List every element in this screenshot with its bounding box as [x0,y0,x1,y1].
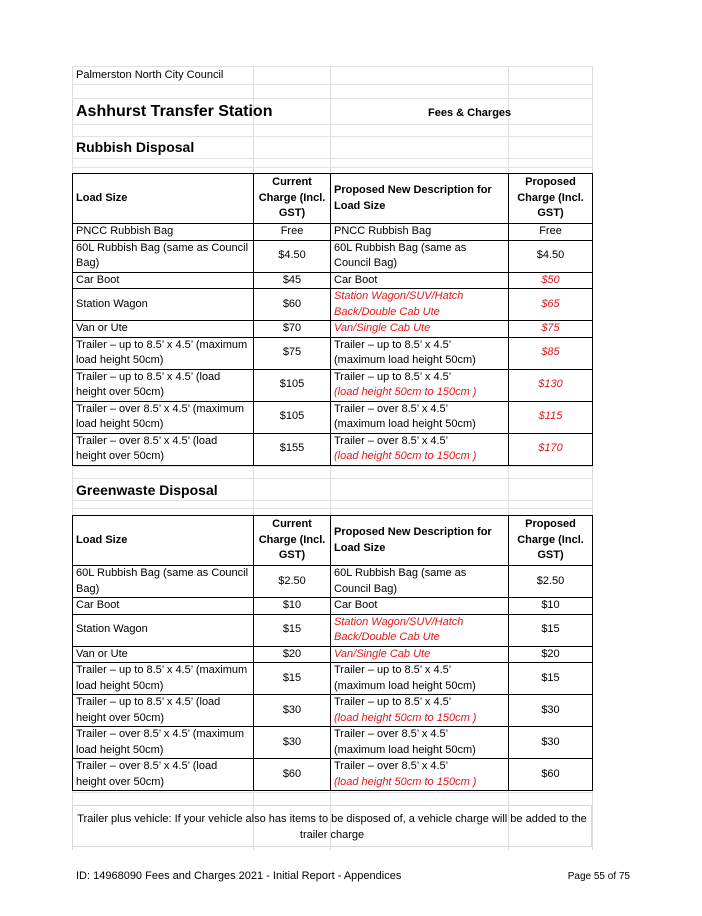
current-charge-cell: $105 [254,401,331,433]
proposed-description-cell [331,289,509,321]
footer-page-number: Page 55 of 75 [567,871,630,882]
table-row [73,272,593,289]
load-size-cell: 60L Rubbish Bag (same as Council Bag) [73,566,254,598]
proposed-charge-cell: $170 [509,433,593,465]
col-proposed-description: Proposed New Description for Load Size [331,516,509,566]
proposed-charge-cell: $4.50 [509,240,593,272]
table-row [73,598,593,615]
page-title: Ashhurst Transfer Station [76,103,273,120]
table-row [73,646,593,663]
proposed-charge-cell: $15 [509,614,593,646]
proposed-description-text: Trailer – over 8.5’ x 4.5’ [334,402,449,415]
load-size-cell: Trailer – up to 8.5’ x 4.5’ (load height over 50cm) [73,369,254,401]
proposed-description-detail: (load height 50cm to 150cm ) [334,711,477,724]
table-row [73,433,593,465]
current-charge-cell: $15 [254,614,331,646]
proposed-description-text: Trailer – up to 8.5’ x 4.5’ [334,338,452,351]
table-row [73,695,593,727]
proposed-charge-cell: $15 [509,663,593,695]
load-size-cell: Trailer – up to 8.5’ x 4.5’ (maximum load height 50cm) [73,663,254,695]
load-size-cell: Trailer – over 8.5’ x 4.5’ (maximum load height 50cm) [73,401,254,433]
load-size-cell: Trailer – up to 8.5’ x 4.5’ (maximum load height 50cm) [73,337,254,369]
proposed-description-cell [331,321,509,338]
proposed-description-cell [331,727,509,759]
proposed-description-cell [331,401,509,433]
proposed-description-text: Trailer – up to 8.5’ x 4.5’ [334,664,452,676]
current-charge-cell: $105 [254,369,331,401]
proposed-description-cell [331,337,509,369]
table-row [73,224,593,241]
proposed-description-text: Car Boot [334,273,378,286]
proposed-charge-cell: $10 [509,598,593,615]
current-charge-cell: $2.50 [254,566,331,598]
proposed-description-detail: (load height 50cm to 150cm ) [334,450,477,462]
proposed-description-cell [331,566,509,598]
current-charge-cell: $60 [254,289,331,321]
load-size-cell: Van or Ute [73,646,254,663]
col-current-charge: Current Charge (Incl. GST) [254,174,331,224]
load-size-cell: Trailer – over 8.5’ x 4.5’ (load height over 50cm) [73,759,254,791]
load-size-cell: PNCC Rubbish Bag [73,224,254,241]
proposed-description-detail: (maximum load height 50cm) [334,743,476,756]
trailer-note: Trailer plus vehicle: If your vehicle also has items to be disposed of, a vehicle charge will be added to the trailer charge [72,805,592,847]
proposed-charge-cell: $50 [509,272,593,289]
table-row [73,759,593,791]
proposed-description-text: 60L Rubbish Bag (same as Council Bag) [334,567,467,595]
proposed-description-text: Trailer – up to 8.5’ x 4.5’ [334,370,452,383]
proposed-charge-cell: $20 [509,646,593,663]
proposed-charge-cell: $85 [509,337,593,369]
fees-label: Fees & Charges [428,107,512,119]
proposed-description-text: PNCC Rubbish Bag [334,225,432,237]
proposed-description-detail: (maximum load height 50cm) [334,679,476,692]
table-row [73,566,593,598]
table-row [73,369,593,401]
proposed-description-detail: (maximum load height 50cm) [334,418,476,430]
table-row [73,289,593,321]
table-row [73,401,593,433]
proposed-description-detail: (load height 50cm to 150cm ) [334,386,477,398]
proposed-description-text: Trailer – over 8.5’ x 4.5’ [334,434,449,447]
proposed-charge-cell: $2.50 [509,566,593,598]
proposed-description-detail: (maximum load height 50cm) [334,354,476,366]
proposed-charge-cell: $75 [509,321,593,338]
proposed-description-text: Station Wagon/SUV/Hatch Back/Double Cab Ute [334,615,464,643]
proposed-charge-cell: Free [509,224,593,241]
col-proposed-charge: Proposed Charge (Incl. GST) [509,516,593,566]
col-current-charge: Current Charge (Incl. GST) [254,516,331,566]
rubbish-table [72,173,593,466]
proposed-description-cell [331,369,509,401]
table-row [73,337,593,369]
proposed-charge-cell: $30 [509,695,593,727]
load-size-cell: Van or Ute [73,321,254,338]
proposed-charge-cell: $30 [509,727,593,759]
greenwaste-table [72,515,593,791]
proposed-description-text: Van/Single Cab Ute [334,322,431,334]
proposed-description-detail: (load height 50cm to 150cm ) [334,775,477,788]
proposed-description-cell [331,598,509,615]
col-load-size: Load Size [73,516,254,566]
current-charge-cell: $4.50 [254,240,331,272]
proposed-description-cell [331,695,509,727]
proposed-description-cell [331,272,509,289]
proposed-charge-cell: $65 [509,289,593,321]
load-size-cell: Car Boot [73,598,254,615]
table-row [73,727,593,759]
proposed-charge-cell: $115 [509,401,593,433]
current-charge-cell: $20 [254,646,331,663]
current-charge-cell: Free [254,224,331,241]
table-row [73,321,593,338]
proposed-description-text: Trailer – up to 8.5’ x 4.5’ [334,696,452,708]
load-size-cell: Station Wagon [73,289,254,321]
council-name: Palmerston North City Council [76,69,224,81]
proposed-description-cell [331,433,509,465]
proposed-description-text: Trailer – over 8.5’ x 4.5’ [334,728,449,740]
greenwaste-heading: Greenwaste Disposal [76,482,218,498]
proposed-description-cell [331,224,509,241]
current-charge-cell: $30 [254,695,331,727]
current-charge-cell: $60 [254,759,331,791]
table-row [73,663,593,695]
rubbish-heading: Rubbish Disposal [76,139,195,155]
proposed-description-text: Trailer – over 8.5’ x 4.5’ [334,760,449,772]
current-charge-cell: $75 [254,337,331,369]
load-size-cell: Trailer – up to 8.5’ x 4.5’ (load height over 50cm) [73,695,254,727]
table-row [73,614,593,646]
load-size-cell: Trailer – over 8.5’ x 4.5’ (load height over 50cm) [73,433,254,465]
load-size-cell: 60L Rubbish Bag (same as Council Bag) [73,240,254,272]
current-charge-cell: $10 [254,598,331,615]
proposed-description-text: Van/Single Cab Ute [334,647,431,660]
proposed-description-cell [331,663,509,695]
current-charge-cell: $30 [254,727,331,759]
footer-doc-id: ID: 14968090 Fees and Charges 2021 - Initial Report - Appendices [76,870,402,882]
current-charge-cell: $45 [254,272,331,289]
proposed-description-cell [331,614,509,646]
proposed-description-text: Car Boot [334,599,378,611]
proposed-description-cell [331,240,509,272]
load-size-cell: Car Boot [73,272,254,289]
proposed-description-text: Station Wagon/SUV/Hatch Back/Double Cab Ute [334,290,464,318]
proposed-description-text: 60L Rubbish Bag (same as Council Bag) [334,241,467,269]
current-charge-cell: $155 [254,433,331,465]
load-size-cell: Station Wagon [73,614,254,646]
proposed-description-cell [331,646,509,663]
load-size-cell: Trailer – over 8.5’ x 4.5’ (maximum load height 50cm) [73,727,254,759]
proposed-description-cell [331,759,509,791]
current-charge-cell: $70 [254,321,331,338]
proposed-charge-cell: $60 [509,759,593,791]
col-load-size: Load Size [73,174,254,224]
proposed-charge-cell: $130 [509,369,593,401]
table-row [73,240,593,272]
current-charge-cell: $15 [254,663,331,695]
col-proposed-description: Proposed New Description for Load Size [331,174,509,224]
col-proposed-charge: Proposed Charge (Incl. GST) [509,174,593,224]
